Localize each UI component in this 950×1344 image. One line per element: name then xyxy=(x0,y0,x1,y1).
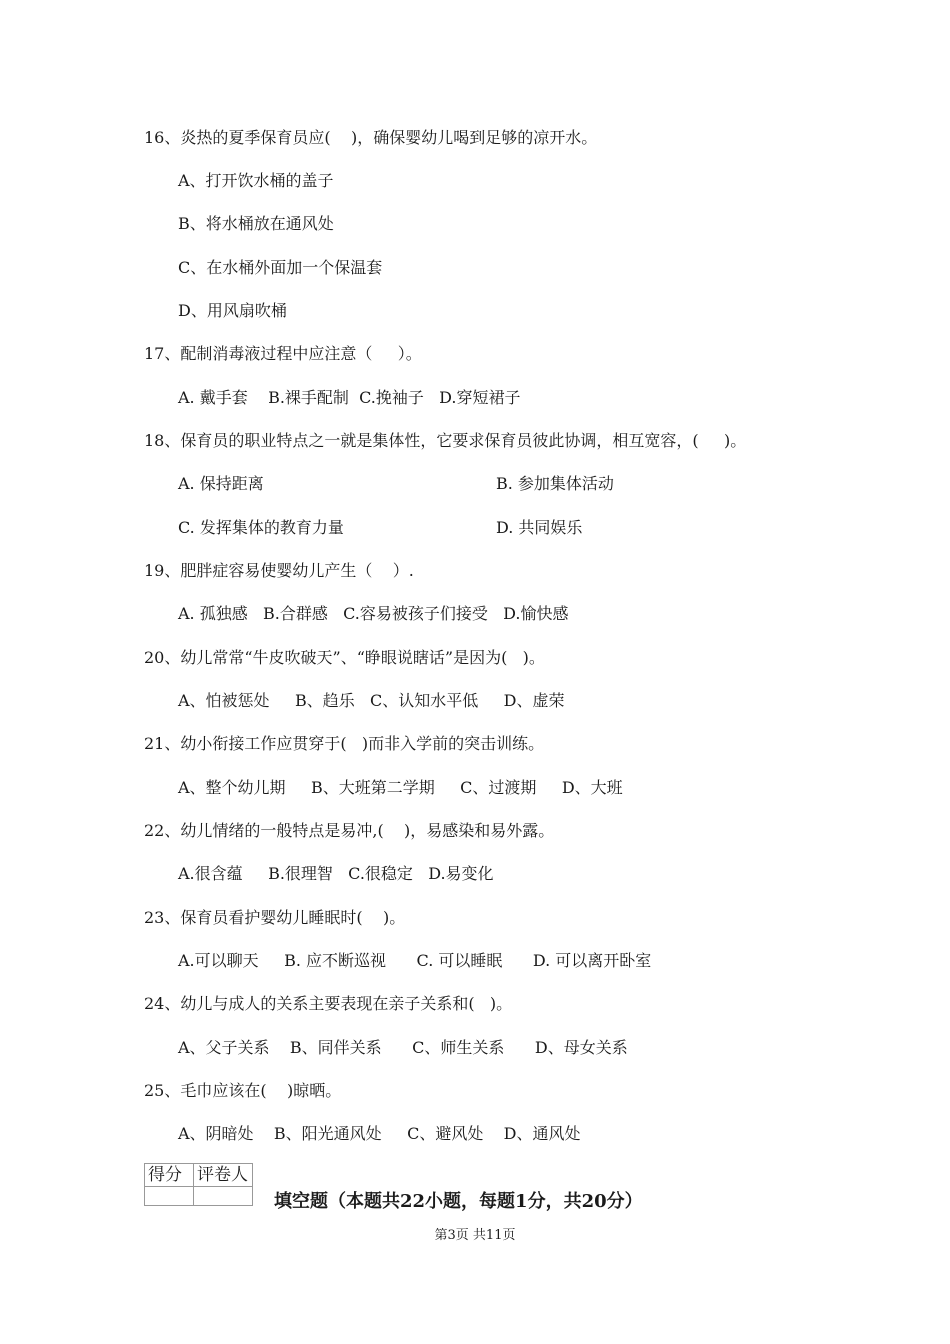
options-21: A、整个幼儿期 B、大班第二学期 C、过渡期 D、大班 xyxy=(178,778,623,797)
question-17: 17、配制消毒液过程中应注意（ ）。 xyxy=(144,344,422,363)
option-16-a: A、打开饮水桶的盖子 xyxy=(178,171,334,190)
grader-label: 评卷人 xyxy=(194,1164,253,1187)
grader-cell[interactable] xyxy=(194,1187,253,1206)
option-18-c: C. 发挥集体的教育力量 xyxy=(178,518,344,537)
question-18: 18、保育员的职业特点之一就是集体性，它要求保育员彼此协调，相互宽容，( )。 xyxy=(144,431,747,450)
question-25: 25、毛巾应该在( )晾晒。 xyxy=(144,1081,342,1100)
score-label: 得分 xyxy=(145,1164,194,1187)
question-22: 22、幼儿情绪的一般特点是易冲,( )，易感染和易外露。 xyxy=(144,821,555,840)
question-24: 24、幼儿与成人的关系主要表现在亲子关系和( )。 xyxy=(144,994,513,1013)
options-24: A、父子关系 B、同伴关系 C、师生关系 D、母女关系 xyxy=(178,1038,628,1057)
options-17: A. 戴手套 B.裸手配制 C.挽袖子 D.穿短裙子 xyxy=(178,388,521,407)
question-19: 19、肥胖症容易使婴幼儿产生（ ）. xyxy=(144,561,414,580)
options-23: A.可以聊天 B. 应不断巡视 C. 可以睡眠 D. 可以离开卧室 xyxy=(178,951,652,970)
question-23: 23、保育员看护婴幼儿睡眠时( )。 xyxy=(144,908,406,927)
options-22: A.很含蕴 B.很理智 C.很稳定 D.易变化 xyxy=(178,864,494,883)
question-20: 20、幼儿常常“牛皮吹破天”、“睁眼说瞎话”是因为( )。 xyxy=(144,648,545,667)
option-16-b: B、将水桶放在通风处 xyxy=(178,214,334,233)
options-19: A. 孤独感 B.合群感 C.容易被孩子们接受 D.愉快感 xyxy=(178,604,569,623)
option-16-d: D、用风扇吹桶 xyxy=(178,301,287,320)
question-21: 21、幼小衔接工作应贯穿于( )而非入学前的突击训练。 xyxy=(144,734,545,753)
option-18-d: D. 共同娱乐 xyxy=(496,518,583,537)
page-footer: 第3页 共11页 xyxy=(434,1228,516,1243)
question-16: 16、炎热的夏季保育员应( )，确保婴幼儿喝到足够的凉开水。 xyxy=(144,128,598,147)
section-title: 填空题（本题共22小题，每题1分，共20分） xyxy=(274,1191,643,1212)
options-25: A、阴暗处 B、阳光通风处 C、避风处 D、通风处 xyxy=(178,1124,581,1143)
option-18-b: B. 参加集体活动 xyxy=(496,474,614,493)
option-18-a: A. 保持距离 xyxy=(178,474,264,493)
score-cell[interactable] xyxy=(145,1187,194,1206)
option-16-c: C、在水桶外面加一个保温套 xyxy=(178,258,383,277)
score-box xyxy=(144,1163,253,1206)
options-20: A、怕被惩处 B、趋乐 C、认知水平低 D、虚荣 xyxy=(178,691,565,710)
